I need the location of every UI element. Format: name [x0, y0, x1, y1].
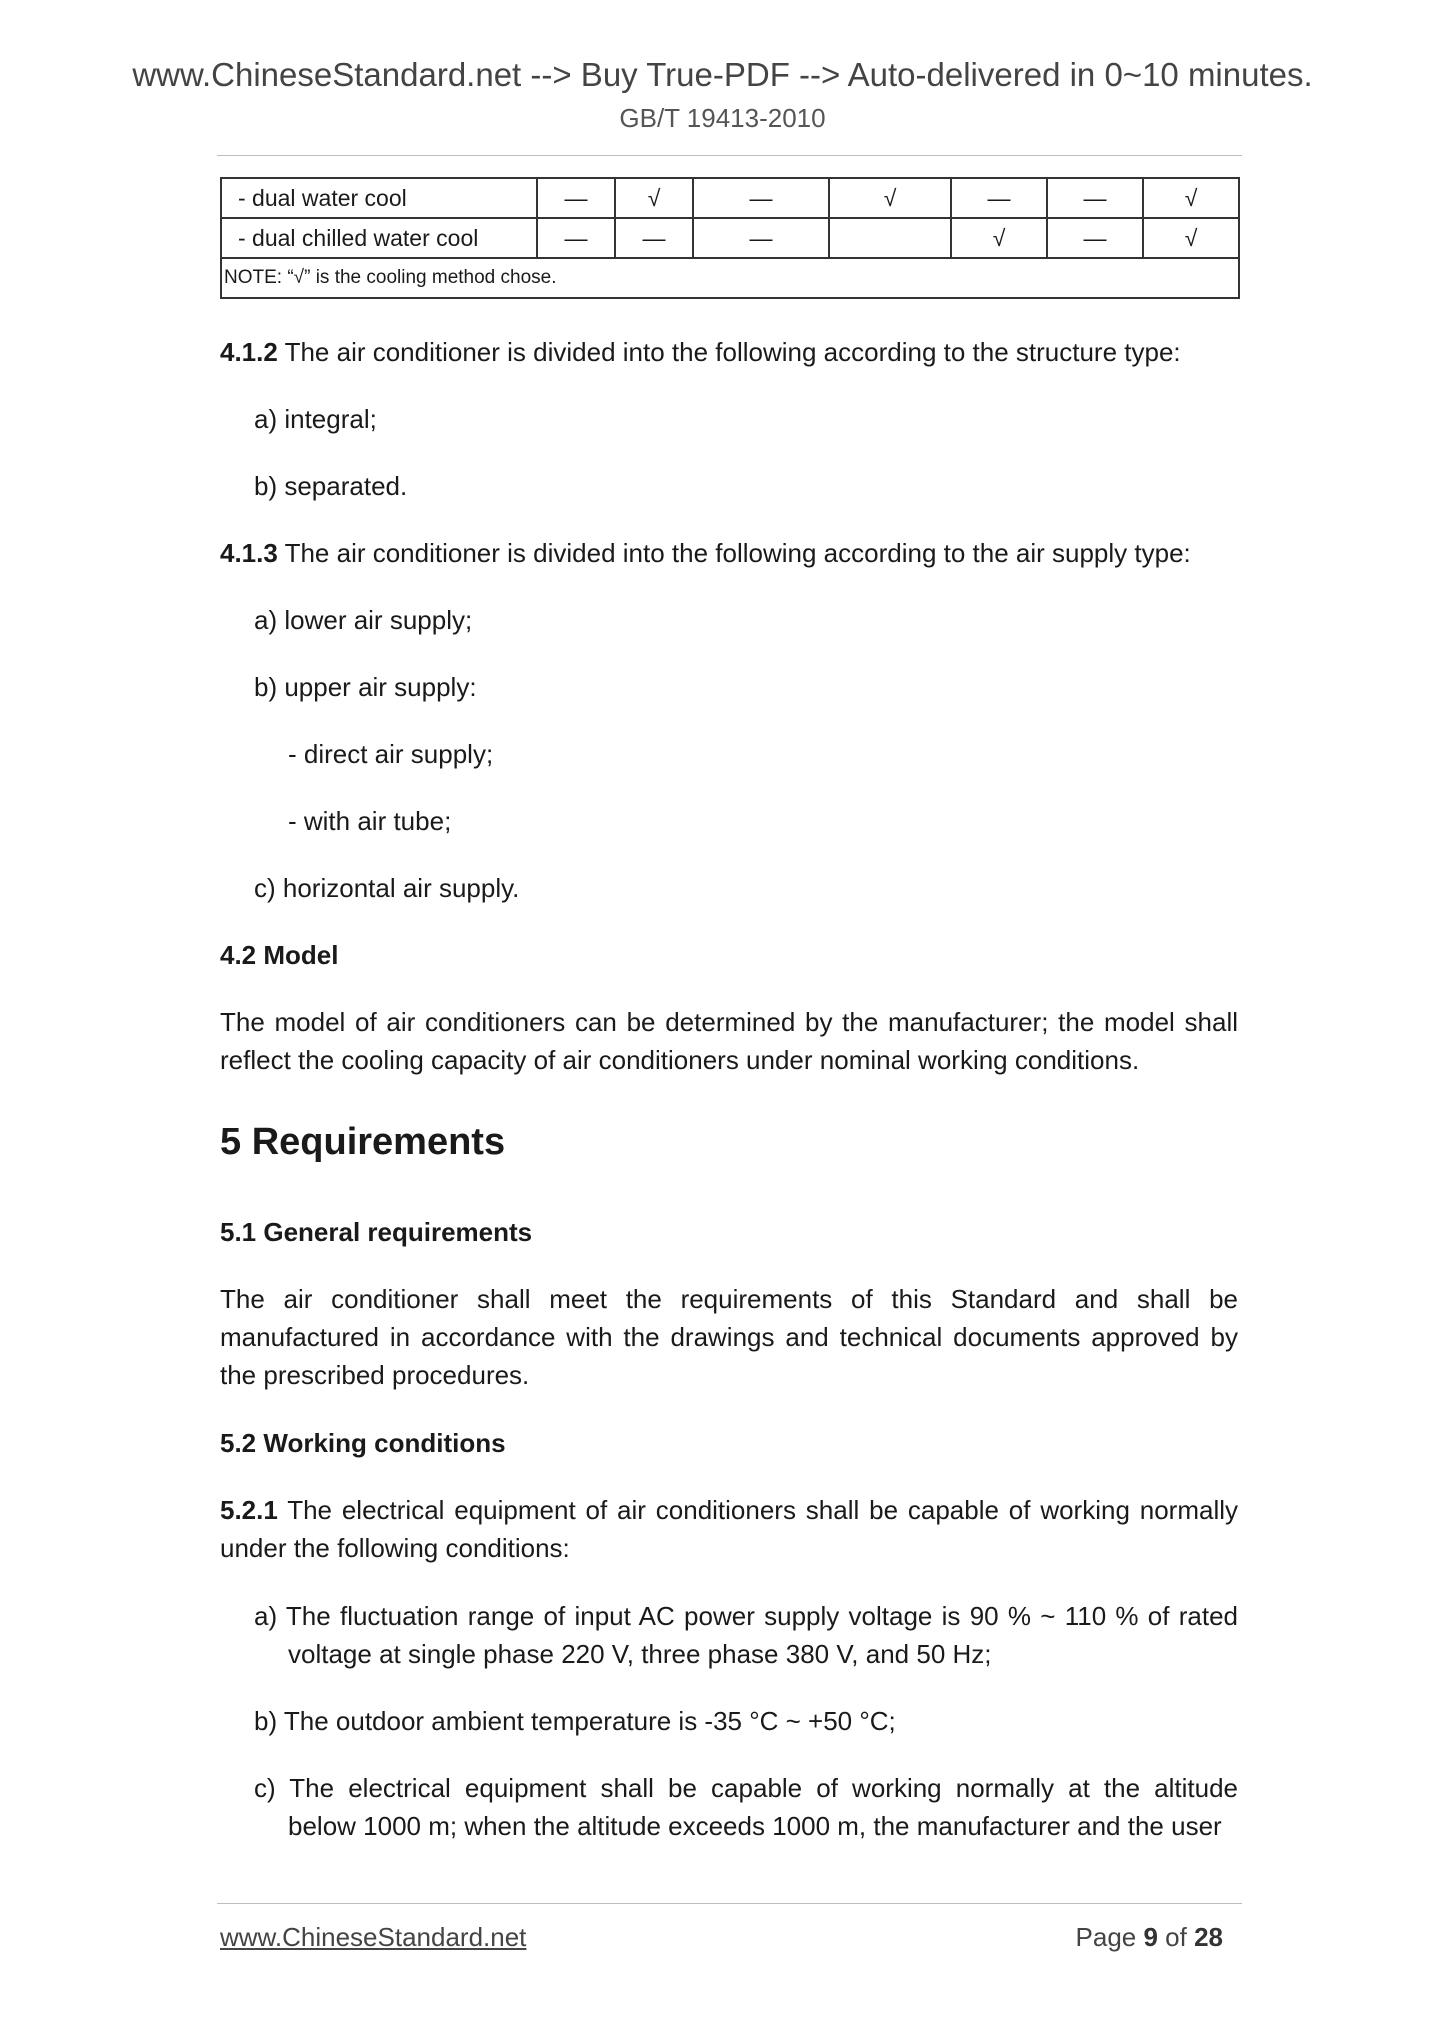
table-cell: — — [537, 218, 615, 258]
table-cell: √ — [829, 178, 951, 218]
list-item: a) The fluctuation range of input AC power supply voltage is 90 % ~ 110 % of rated voltage at single phase 220 V, three phase 380 V, and 50 Hz; — [254, 1601, 1238, 1669]
clause-number: 5.2.1 — [220, 1495, 278, 1525]
section-heading-4-2: 4.2 Model — [220, 940, 339, 970]
table-note: NOTE: “√” is the cooling method chose. — [221, 258, 1239, 298]
clause-number: 4.1.3 — [220, 538, 278, 568]
site-banner: www.ChineseStandard.net --> Buy True-PDF --> Auto-delivered in 0~10 minutes. — [132, 56, 1313, 93]
list-item: c) horizontal air supply. — [254, 873, 520, 903]
table-cell: — — [537, 178, 615, 218]
table-cell: — — [1047, 218, 1143, 258]
paragraph-4-2: The model of air conditioners can be determined by the manufacturer; the model shall reflect the cooling capacity of air conditioners under nominal working conditions. — [220, 1007, 1238, 1075]
clause-5-2-1: 5.2.1 The electrical equipment of air conditioners shall be capable of working normally under the following conditions: — [220, 1495, 1238, 1563]
footer-site-link[interactable]: www.ChineseStandard.net — [220, 1922, 527, 1952]
table-cell: — — [693, 218, 829, 258]
clause-4-1-3: 4.1.3 The air conditioner is divided into the following according to the air supply type: — [220, 538, 1191, 568]
table-cell: — — [693, 178, 829, 218]
page-total: 28 — [1194, 1922, 1223, 1952]
table-row — [221, 218, 1239, 258]
table-cell: √ — [615, 178, 693, 218]
sub-list-item: - with air tube; — [288, 806, 452, 836]
list-item: c) The electrical equipment shall be capable of working normally at the altitude below 1000 m; when the altitude exceeds 1000 m, the manufacturer and the user — [254, 1773, 1238, 1841]
chapter-heading-5: 5 Requirements — [220, 1121, 506, 1163]
table-cell: — — [1047, 178, 1143, 218]
list-item: b) The outdoor ambient temperature is -35 °C ~ +50 °C; — [254, 1706, 896, 1736]
row-label: - dual chilled water cool — [221, 218, 537, 258]
clause-number: 4.1.2 — [220, 337, 278, 367]
table-row — [221, 178, 1239, 218]
table-cell — [829, 218, 951, 258]
table-cell: √ — [1143, 178, 1239, 218]
paragraph-5-1: The air conditioner shall meet the requirements of this Standard and shall be manufactured in accordance with the drawings and technical documents approved by the prescribed procedures. — [220, 1284, 1238, 1390]
page-indicator: Page 9 of 28 — [1075, 1922, 1223, 1952]
table-cell: — — [951, 178, 1047, 218]
page-number: 9 — [1143, 1922, 1158, 1952]
section-heading-5-1: 5.1 General requirements — [220, 1217, 533, 1247]
cooling-method-table — [220, 177, 1240, 299]
list-item: a) integral; — [254, 404, 377, 434]
table-cell: √ — [951, 218, 1047, 258]
sub-list-item: - direct air supply; — [288, 739, 494, 769]
document-id: GB/T 19413-2010 — [619, 103, 826, 133]
table-cell: — — [615, 218, 693, 258]
list-item: a) lower air supply; — [254, 605, 473, 635]
list-item: b) upper air supply: — [254, 672, 477, 702]
list-item: b) separated. — [254, 471, 408, 501]
clause-4-1-2: 4.1.2 The air conditioner is divided into the following according to the structure type: — [220, 337, 1181, 367]
table-cell: √ — [1143, 218, 1239, 258]
header-divider — [217, 155, 1242, 156]
row-label: - dual water cool — [221, 178, 537, 218]
footer-divider — [217, 1903, 1242, 1904]
section-heading-5-2: 5.2 Working conditions — [220, 1428, 506, 1458]
table-note-row — [221, 258, 1239, 298]
